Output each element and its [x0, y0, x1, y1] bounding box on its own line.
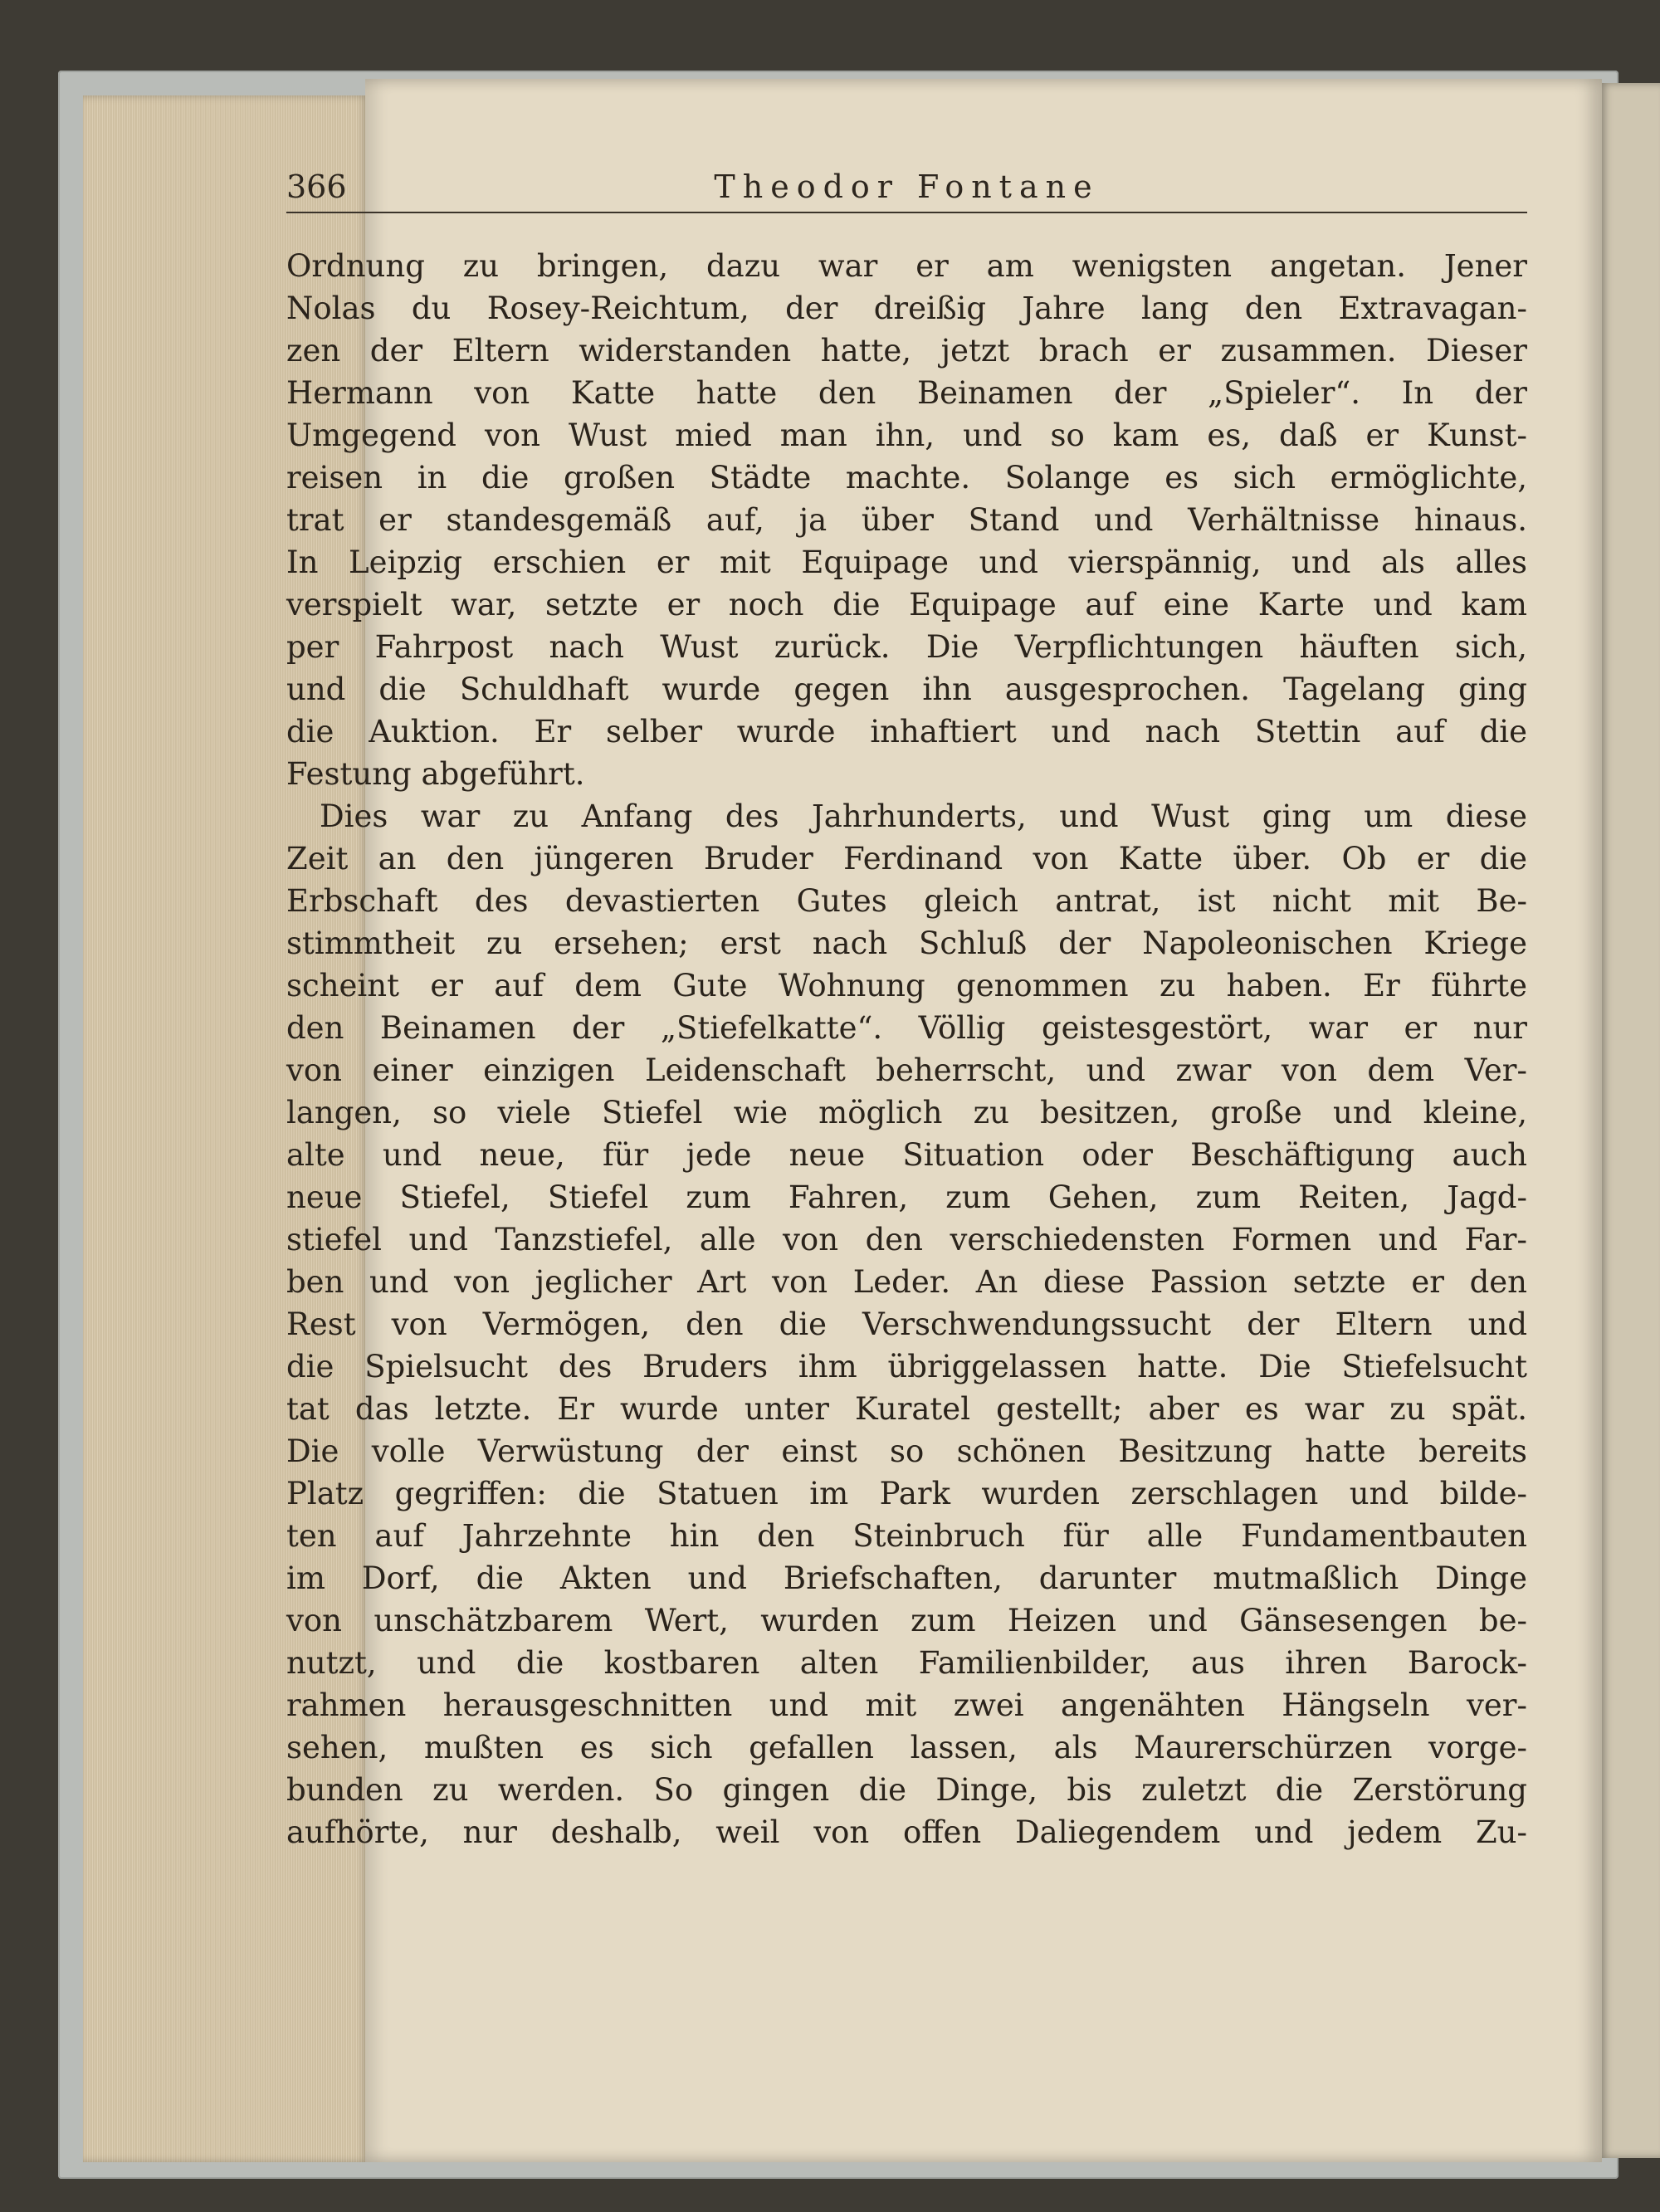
text-line: alte und neue, für jede neue Situation oder Beschäftigung auch — [286, 1137, 1527, 1173]
text-line: zen der Eltern widerstanden hatte, jetzt brach er zusammen. Dieser — [286, 333, 1527, 369]
text-line: Nolas du Rosey-Reichtum, der dreißig Jahre lang den Extravagan- — [286, 291, 1527, 326]
text-line: Umgegend von Wust mied man ihn, und so kam es, daß er Kunst- — [286, 417, 1527, 453]
text-line: stimmtheit zu ersehen; erst nach Schluß der Napoleonischen Kriege — [286, 925, 1527, 961]
text-line: Die volle Verwüstung der einst so schönen Besitzung hatte bereits — [286, 1433, 1527, 1469]
text-line: von unschätzbarem Wert, wurden zum Heizen und Gänsesengen be- — [286, 1603, 1527, 1638]
text-line: die Spielsucht des Bruders ihm übriggelassen hatte. Die Stiefelsucht — [286, 1349, 1527, 1384]
text-line: Hermann von Katte hatte den Beinamen der „Spieler“. In der — [286, 375, 1527, 411]
text-line: Erbschaft des devastierten Gutes gleich antrat, ist nicht mit Be- — [286, 883, 1527, 919]
text-line: im Dorf, die Akten und Briefschaften, darunter mutmaßlich Dinge — [286, 1560, 1527, 1596]
text-line: ten auf Jahrzehnte hin den Steinbruch für alle Fundamentbauten — [286, 1518, 1527, 1554]
text-line: rahmen herausgeschnitten und mit zwei angenähten Hängseln ver- — [286, 1687, 1527, 1723]
text-line: den Beinamen der „Stiefelkatte“. Völlig geistesgestört, war er nur — [286, 1010, 1527, 1046]
text-line: langen, so viele Stiefel wie möglich zu besitzen, große und kleine, — [286, 1095, 1527, 1130]
text-line: aufhörte, nur deshalb, weil von offen Daliegendem und jedem Zu- — [286, 1814, 1527, 1850]
page-edges-right — [1598, 83, 1660, 2158]
text-line: reisen in die großen Städte machte. Solange es sich ermöglichte, — [286, 460, 1527, 496]
text-line: sehen, mußten es sich gefallen lassen, als Maurerschürzen vorge- — [286, 1730, 1527, 1765]
text-line: In Leipzig erschien er mit Equipage und vierspännig, und als alles — [286, 544, 1527, 580]
text-line: und die Schuldhaft wurde gegen ihn ausgesprochen. Tagelang ging — [286, 671, 1527, 707]
text-line: Rest von Vermögen, den die Verschwendungssucht der Eltern und — [286, 1306, 1527, 1342]
text-line: nutzt, und die kostbaren alten Familienbilder, aus ihren Barock- — [286, 1645, 1527, 1681]
page-number: 366 — [286, 168, 347, 205]
text-line: ben und von jeglicher Art von Leder. An diese Passion setzte er den — [286, 1264, 1527, 1300]
text-line: neue Stiefel, Stiefel zum Fahren, zum Gehen, zum Reiten, Jagd- — [286, 1179, 1527, 1215]
text-line: von einer einzigen Leidenschaft beherrscht, und zwar von dem Ver- — [286, 1052, 1527, 1088]
running-head: Theodor Fontane — [714, 168, 1100, 205]
text-line: Dies war zu Anfang des Jahrhunderts, und Wust ging um diese — [320, 798, 1527, 834]
text-line: Platz gegriffen: die Statuen im Park wurden zerschlagen und bilde- — [286, 1476, 1527, 1511]
text-line: Ordnung zu bringen, dazu war er am wenigsten angetan. Jener — [286, 248, 1527, 284]
text-line: stiefel und Tanzstiefel, alle von den verschiedensten Formen und Far- — [286, 1222, 1527, 1257]
text-line: die Auktion. Er selber wurde inhaftiert und nach Stettin auf die — [286, 714, 1527, 750]
text-line: tat das letzte. Er wurde unter Kuratel gestellt; aber es war zu spät. — [286, 1391, 1527, 1427]
text-line: bunden zu werden. So gingen die Dinge, bis zuletzt die Zerstörung — [286, 1772, 1527, 1808]
text-line: per Fahrpost nach Wust zurück. Die Verpflichtungen häuften sich, — [286, 629, 1527, 665]
text-line: verspielt war, setzte er noch die Equipage auf eine Karte und kam — [286, 587, 1527, 623]
body-text — [286, 245, 1527, 1853]
text-line: Zeit an den jüngeren Bruder Ferdinand von Katte über. Ob er die — [286, 841, 1527, 876]
text-line: scheint er auf dem Gute Wohnung genommen zu haben. Er führte — [286, 968, 1527, 1003]
text-line: Festung abgeführt. — [286, 756, 585, 792]
page-header — [286, 166, 1527, 213]
text-line: trat er standesgemäß auf, ja über Stand und Verhältnisse hinaus. — [286, 502, 1527, 538]
